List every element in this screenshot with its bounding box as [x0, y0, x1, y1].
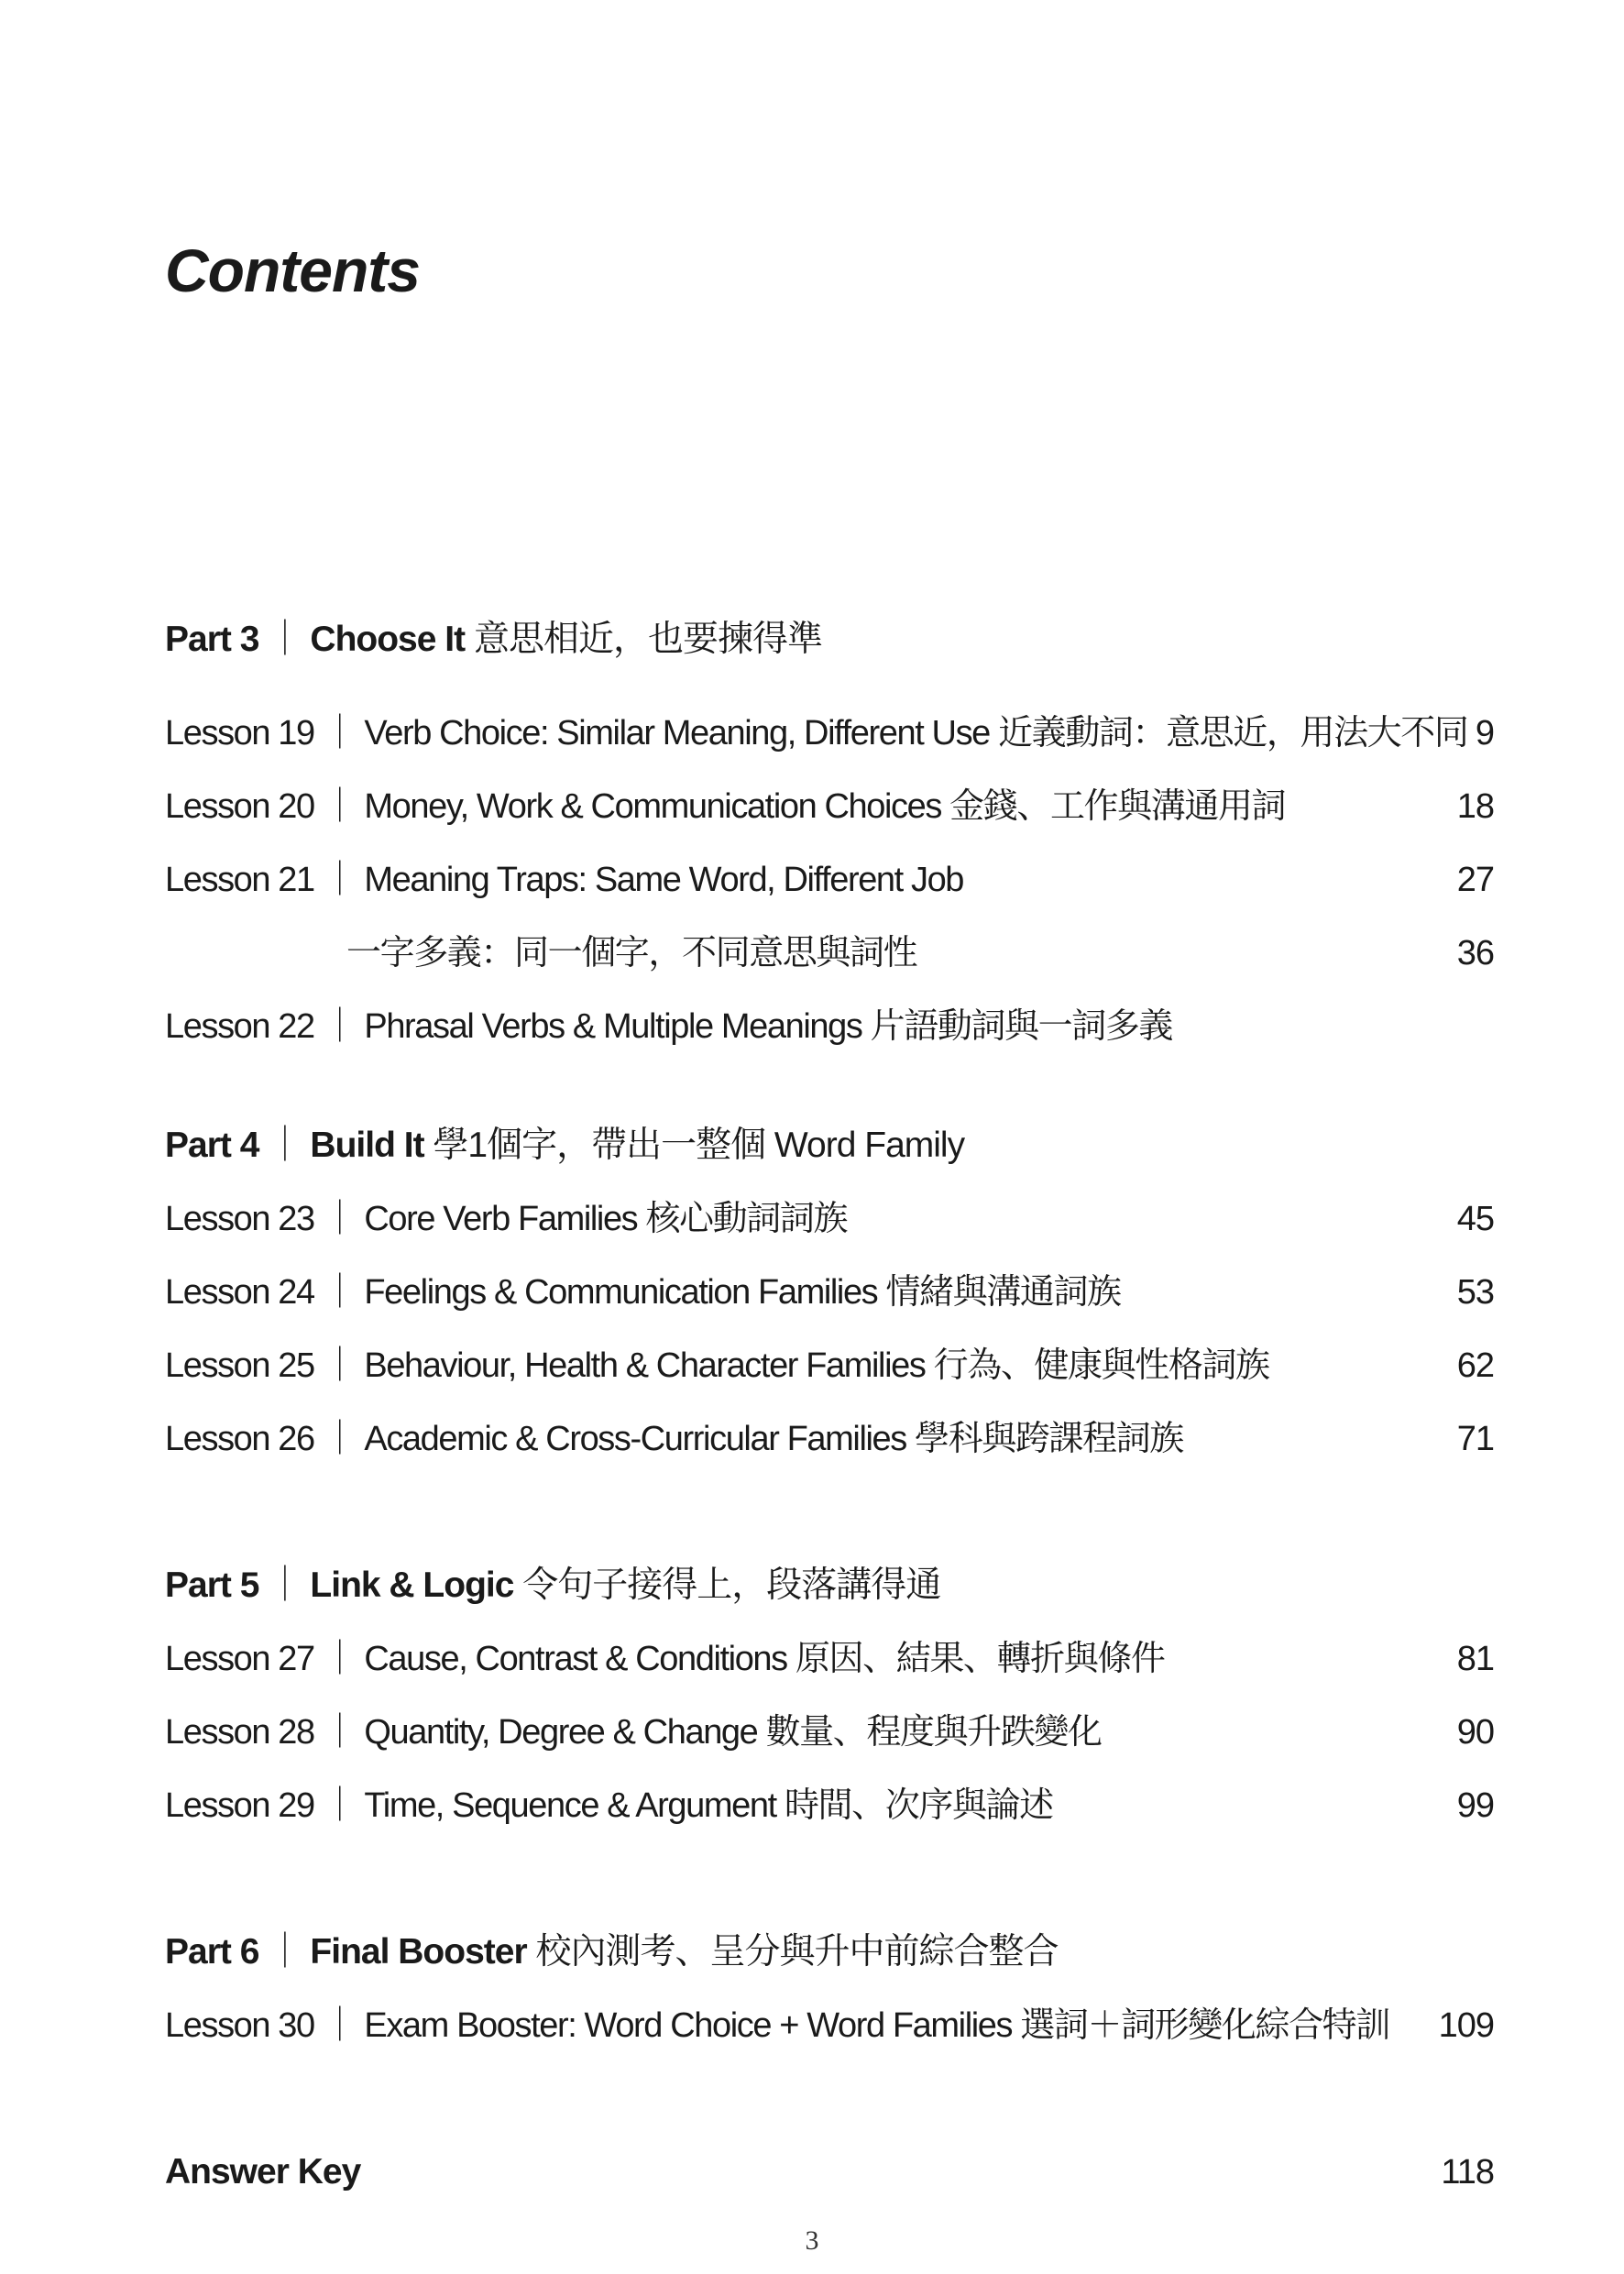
part-label: Part 6 — [165, 1932, 259, 1972]
part-name: Build It — [310, 1126, 424, 1165]
page-number: 9 — [1475, 714, 1494, 753]
lesson-label: Lesson 21 — [165, 861, 314, 899]
separator: ｜ — [322, 1420, 357, 1458]
lesson-title: Money, Work & Communication Choices 金錢、工作與溝通用詞 — [364, 787, 1286, 826]
page-footer-number: 3 — [805, 2225, 819, 2256]
separator: ｜ — [322, 861, 357, 899]
page-number: 62 — [1456, 1346, 1494, 1385]
part-5-heading[interactable] — [165, 1558, 1494, 1613]
part-3-heading[interactable] — [165, 612, 1494, 667]
lesson-label: Lesson 25 — [165, 1346, 314, 1385]
part-name: Choose It — [310, 620, 466, 659]
separator: ｜ — [322, 1200, 357, 1238]
separator: ｜ — [267, 1932, 302, 1972]
part-label: Part 5 — [165, 1565, 259, 1605]
separator: ｜ — [267, 1126, 302, 1165]
part-label: Part 4 — [165, 1126, 259, 1165]
lesson-label: Lesson 28 — [165, 1713, 314, 1752]
page-number: 81 — [1456, 1640, 1494, 1678]
lesson-label: Lesson 20 — [165, 787, 314, 826]
lesson-title: Quantity, Degree & Change 數量、程度與升跌變化 — [364, 1713, 1102, 1752]
lesson-label: Lesson 19 — [165, 714, 314, 753]
separator: ｜ — [322, 2006, 357, 2045]
page-number: 71 — [1456, 1420, 1494, 1458]
part-subtitle: 意思相近，也要揀得準 — [473, 620, 822, 659]
lesson-title: Time, Sequence & Argument 時間、次序與論述 — [364, 1786, 1053, 1825]
page-number: 18 — [1456, 787, 1494, 826]
page-number: 99 — [1456, 1786, 1494, 1825]
separator: ｜ — [322, 1346, 357, 1385]
lesson-label: Lesson 29 — [165, 1786, 314, 1825]
lesson-title: 一字多義：同一個字，不同意思與詞性 — [346, 934, 917, 972]
lesson-label: Lesson 27 — [165, 1640, 314, 1678]
part-subtitle: 校內測考、呈分與升中前綜合整合 — [535, 1932, 1059, 1972]
lesson-title: Phrasal Verbs & Multiple Meanings 片語動詞與一詞多義 — [364, 1007, 1173, 1046]
lesson-title: Meaning Traps: Same Word, Different Job — [364, 861, 964, 899]
page-title: Contents — [165, 236, 420, 304]
lesson-label: Lesson 24 — [165, 1273, 314, 1312]
separator: ｜ — [322, 1713, 357, 1752]
part-name: Link & Logic — [310, 1565, 514, 1605]
separator: ｜ — [322, 1786, 357, 1825]
lesson-title: Exam Booster: Word Choice + Word Families 選詞＋詞形變化綜合特訓 — [364, 2006, 1389, 2045]
page-number: 53 — [1456, 1273, 1494, 1312]
part-subtitle: 令句子接得上，段落講得通 — [522, 1565, 941, 1605]
lesson-title: Behaviour, Health & Character Families 行為、健康與性格詞族 — [364, 1346, 1269, 1385]
lesson-label: Lesson 22 — [165, 1007, 314, 1046]
separator: ｜ — [322, 1273, 357, 1312]
part-subtitle: 學1個字，帶出一整個 Word Family — [433, 1126, 965, 1165]
answer-key-label: Answer Key — [165, 2152, 361, 2192]
part-6-heading[interactable] — [165, 1925, 1494, 1980]
separator: ｜ — [322, 787, 357, 826]
separator: ｜ — [322, 714, 357, 753]
lesson-title: Cause, Contrast & Conditions 原因、結果、轉折與條件 — [364, 1640, 1165, 1678]
page-number: 90 — [1456, 1713, 1494, 1752]
lesson-label: Lesson 30 — [165, 2006, 314, 2045]
lesson-label: Lesson 26 — [165, 1420, 314, 1458]
page-number: 45 — [1456, 1200, 1494, 1238]
lesson-title: Academic & Cross-Curricular Families 學科與跨課程詞族 — [364, 1420, 1183, 1458]
page-number: 27 — [1456, 861, 1494, 899]
separator: ｜ — [267, 620, 302, 659]
separator: ｜ — [322, 1640, 357, 1678]
page-number: 36 — [1456, 934, 1494, 972]
separator: ｜ — [267, 1565, 302, 1605]
page-number: 118 — [1441, 2153, 1494, 2192]
separator: ｜ — [322, 1007, 357, 1046]
lesson-title: Core Verb Families 核心動詞詞族 — [364, 1200, 848, 1238]
lesson-title: Feelings & Communication Families 情緒與溝通詞族 — [364, 1273, 1121, 1312]
page-number: 109 — [1438, 2006, 1494, 2045]
part-label: Part 3 — [165, 620, 259, 659]
toc-entry-lesson-22[interactable] — [165, 999, 1494, 1054]
lesson-label: Lesson 23 — [165, 1200, 314, 1238]
lesson-title: Verb Choice: Similar Meaning, Different Use 近義動詞：意思近，用法大不同 — [364, 714, 1468, 753]
part-name: Final Booster — [310, 1932, 527, 1972]
part-4-heading[interactable] — [165, 1118, 1494, 1173]
